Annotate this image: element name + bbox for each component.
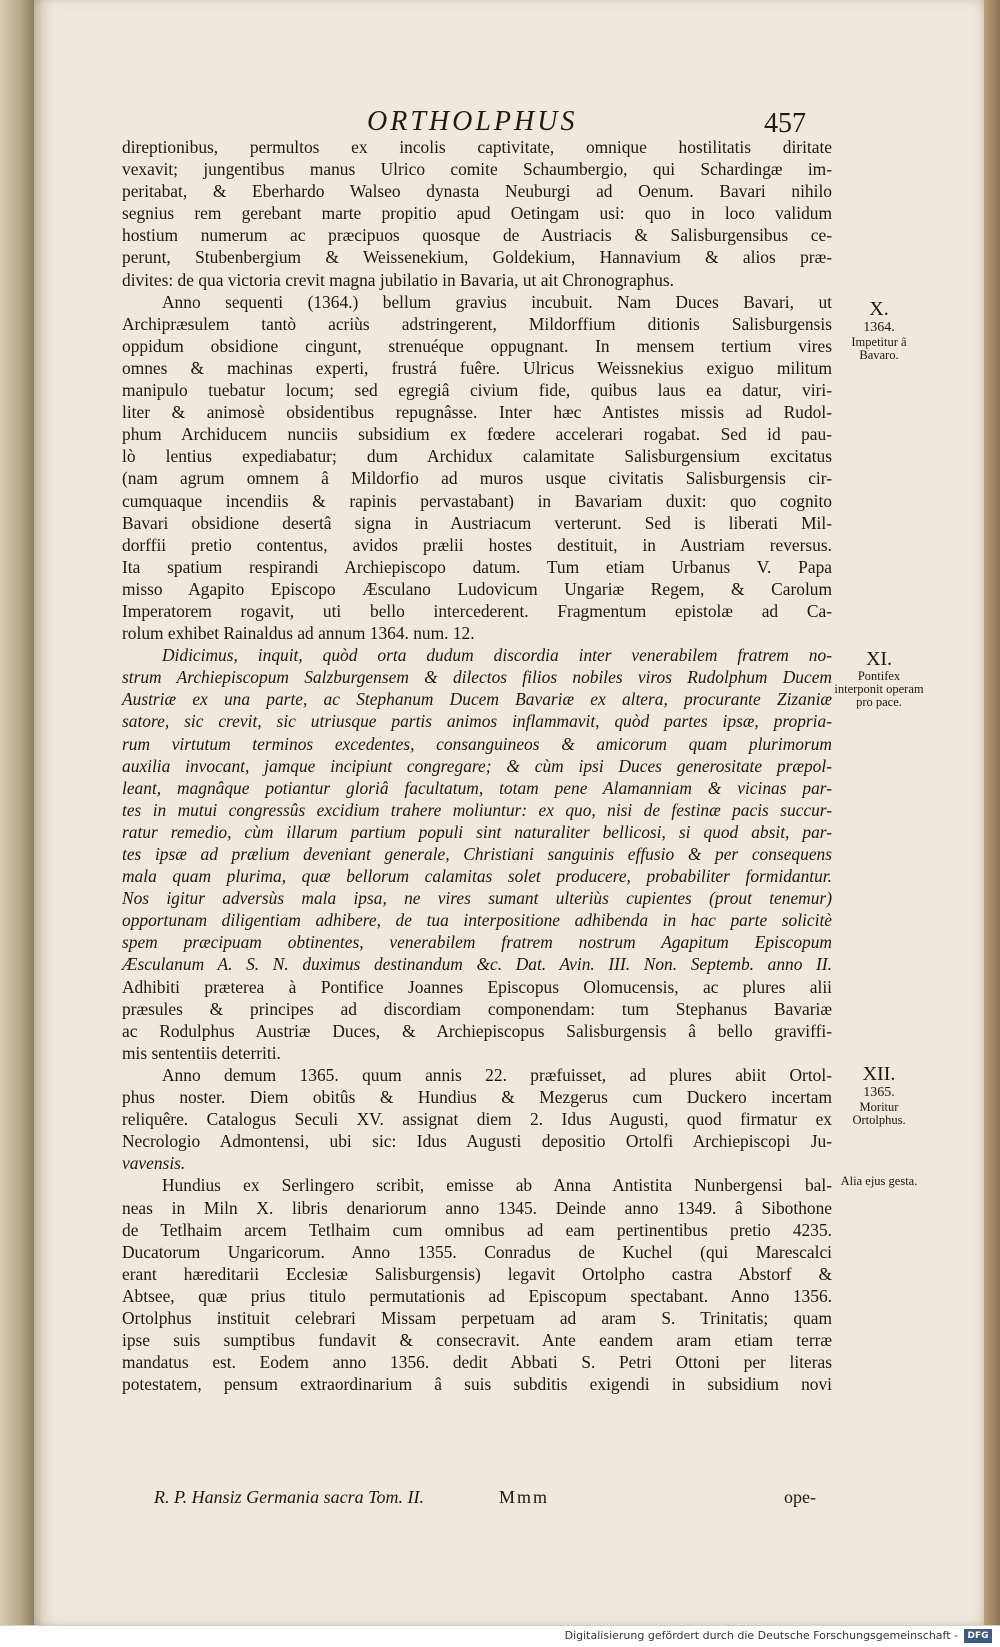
footer-source: R. P. Hansiz Germania sacra Tom. II. <box>154 1487 425 1507</box>
text-line: ipse suis sumptibus fundavit & consecravit. Ante eandem aram etiam terræ <box>122 1330 832 1351</box>
catchword: ope- <box>784 1487 816 1507</box>
text-line: Adhibiti præterea à Pontifice Joannes Episcopus Olomucensis, ac plures alii <box>122 976 832 997</box>
text-line: Didicimus, inquit, quòd orta dudum discordia inter venerabilem fratrem no- <box>162 645 832 666</box>
text-line: Anno demum 1365. quum annis 22. præfuisset, ad plures abiit Ortol- <box>162 1064 832 1085</box>
digitization-notice: Digitalisierung gefördert durch die Deutsche Forschungsgemeinschaft - <box>564 1629 958 1642</box>
text-line: potestatem, pensum extraordinarium â suis subditis exigendi in subsidium novi <box>122 1374 832 1395</box>
dfg-logo: DFG <box>964 1629 992 1643</box>
text-line: omnes & machinas experti, frustrá fuêre. Ulricus Weissnekius exiguo militum <box>122 357 832 378</box>
text-line: Anno sequenti (1364.) bellum gravius incubuit. Nam Duces Bavari, ut <box>162 291 832 312</box>
margin-note-text: Pontifex interponit operam pro pace. <box>834 669 924 709</box>
text-line: auxilia invocant, jamque incipiunt congregare; & cùm ipsi Duces generositate præpol- <box>122 755 832 776</box>
text-line: præsules & principes ad discordiam componendam: tum Stephanus Bavariæ <box>122 998 832 1019</box>
text-line: hostium numerum ac præcipuos quosque de Austriacis & Salisburgensibus ce- <box>122 225 832 246</box>
margin-note-text: Alia ejus gesta. <box>840 1174 918 1188</box>
text-line: segnius rem gerebant marte propitio apud Oetingam usi: quo in loco validum <box>122 203 832 224</box>
page-edge <box>984 0 1000 1625</box>
text-line: Nos igitur adversùs mala ipsa, ne vires sumant ulteriùs cupientes (prout tenemur) <box>122 888 832 909</box>
margin-note-year: 1364. <box>863 320 895 335</box>
body-text <box>122 136 832 1395</box>
text-line: Ita spatium respirandi Archiepiscopo datum. Tum etiam Urbanus V. Papa <box>122 556 832 577</box>
page-number: 457 <box>764 108 806 139</box>
text-line: strum Archiepiscopum Salzburgensem & dilectos filios nobiles viros Rudolphum Ducem <box>122 667 832 688</box>
book-gutter <box>0 0 34 1646</box>
text-line: Æsculanum A. S. N. duximus destinandum &c. Dat. Avin. III. Non. Septemb. anno II. <box>122 954 832 975</box>
text-line: neas in Miln X. libris denariorum anno 1345. Deinde anno 1349. â Sibothone <box>122 1197 832 1218</box>
margin-note-number: XI. <box>865 648 893 670</box>
text-line: mala quam plurima, quæ bellorum calamitas solet producere, probabiliter formidantur. <box>122 866 832 887</box>
text-line: rolum exhibet Rainaldus ad annum 1364. num. 12. <box>122 623 475 644</box>
signature-mark: Mmm <box>499 1487 550 1507</box>
text-line: peritabat, & Eberhardo Walseo dynasta Neuburgi ad Oenum. Bavari nihilo <box>122 181 832 202</box>
text-line: phum Archiducem nunciis subsidium ex fœdere accelerari rogabat. Sed id pau- <box>122 424 832 445</box>
text-line: Necrologio Admontensi, ubi sic: Idus Augusti depositio Ortolfi Archiepiscopi Ju- <box>122 1131 832 1152</box>
text-line: rum virtutum terminos excedentes, consanguineos & amicorum quam plurimorum <box>122 733 832 754</box>
text-line: Ducatorum Ungaricorum. Anno 1355. Conradus de Kuchel (qui Marescalci <box>122 1241 832 1262</box>
margin-note-x <box>834 298 924 362</box>
text-line: Imperatorem rogavit, uti bello intercederent. Fragmentum epistolæ ad Ca- <box>122 600 832 621</box>
margin-notes <box>834 0 924 1600</box>
margin-note-text: Moritur Ortolphus. <box>852 1100 906 1127</box>
text-line: mis sententiis deterriti. <box>122 1042 281 1063</box>
text-line: opportunam diligentiam adhibere, de tua interpositione adhibenda in hac parte solicitè <box>122 910 832 931</box>
text-line: misso Agapito Episcopo Æsculano Ludovicum Ungariæ Regem, & Carolum <box>122 578 832 599</box>
text-line: Austriæ ex una parte, ac Stephanum Ducem Bavariæ ex altera, procurante Zizaniæ <box>122 689 832 710</box>
text-line: Bavari obsidione desertâ signa in Austriacum verterunt. Sed is liberati Mil- <box>122 512 832 533</box>
text-line: spem præcipuam obtinentes, venerabilem fratrem nostrum Agapitum Episcopum <box>122 932 832 953</box>
text-line: leant, magnâque potiantur gloriâ facultatum, totam pene Alamanniam & vicinas par- <box>122 777 832 798</box>
text-line: ratur remedio, cùm illarum partium populi sint naturaliter bellicosi, si quod absit, par- <box>122 821 832 842</box>
text-line: (nam agrum omnem â Mildorfio ad muros usque civitatis Salisburgensis cir- <box>122 468 832 489</box>
text-line: Ortolphus instituit celebrari Missam perpetuam ad aram S. Trinitatis; quam <box>122 1307 832 1328</box>
text-line: tes in mutui congressûs excidium trahere moliuntur: ex quo, nisi de festinæ pacis succur- <box>122 799 832 820</box>
page-footer <box>154 1487 834 1517</box>
running-title: ORTHOLPHUS <box>367 106 578 137</box>
digitization-bar <box>0 1625 1000 1647</box>
text-line: manipulo tuebatur locum; sed egregiâ civium fide, quibus laus ea datur, viri- <box>122 380 832 401</box>
text-line: phus noster. Diem obitûs & Hundius & Mezgerus cum Duckero incertam <box>122 1087 832 1108</box>
margin-note-gesta <box>834 1175 924 1188</box>
margin-note-year: 1365. <box>863 1085 895 1100</box>
text-line: vexavit; jungentibus manus Ulrico comite Schaumbergio, qui Schardingæ im- <box>122 159 832 180</box>
text-line: mandatus est. Eodem anno 1356. dedit Abbati S. Petri Ottoni per literas <box>122 1352 832 1373</box>
text-line: dorffii pretio contentus, avidos prælii hostes destituit, in Austriam reversus. <box>122 534 832 555</box>
margin-note-xi <box>834 648 924 709</box>
text-line: ac Rodulphus Austriæ Duces, & Archiepiscopus Salisburgensis â bello graviffi- <box>122 1020 832 1041</box>
margin-note-number: X. <box>869 298 889 320</box>
text-line: direptionibus, permultos ex incolis captivitate, omnique hostilitatis diritate <box>122 137 832 157</box>
text-line: Archipræsulem tantò acriùs adstringerent, Mildorffium ditionis Salisburgensis <box>122 313 832 334</box>
margin-note-xii <box>834 1063 924 1127</box>
text-line: perunt, Stubenbergium & Weissenekium, Goldekium, Hannavium & alios præ- <box>122 247 832 268</box>
text-line: Abtsee, quæ prius titulo permutationis ad Episcopum spectabant. Anno 1356. <box>122 1285 832 1306</box>
margin-note-text: Impetitur â Bavaro. <box>851 335 907 362</box>
text-line: reliquêre. Catalogus Seculi XV. assignat diem 2. Idus Augusti, quod firmatur ex <box>122 1109 832 1130</box>
text-line: lò lentius expediabatur; dum Archidux calamitate Salisburgensium excitatus <box>122 446 832 467</box>
text-line: erant hæreditarii Ecclesiæ Salisburgensis) legavit Ortolpho castra Abstorf & <box>122 1263 832 1284</box>
text-line: divites: de qua victoria crevit magna jubilatio in Bavaria, ut ait Chronographus. <box>122 269 675 290</box>
text-line: cumquaque incendiis & rapinis pervastabant) in Bavariam duxit: quo cognito <box>122 490 832 511</box>
text-line: liter & animosè obsidentibus repugnâsse. Inter hæc Antistes missis ad Rudol- <box>122 402 832 423</box>
text-line: vavensis. <box>122 1153 186 1174</box>
text-line: de Tetlhaim arcem Tetlhaim cum omnibus ad eam pertinentibus pretio 4235. <box>122 1219 832 1240</box>
text-line: Hundius ex Serlingero scribit, emisse ab Anna Antistita Nunbergensi bal- <box>162 1175 832 1196</box>
text-line: oppidum obsidione cingunt, strenuéque oppugnant. In mensem tertium vires <box>122 335 832 356</box>
text-line: satore, sic crevit, sic utriusque partis animos inflammavit, quòd partes ipsæ, propria- <box>122 711 832 732</box>
book-page <box>34 0 984 1625</box>
margin-note-number: XII. <box>862 1063 896 1085</box>
text-line: tes ipsæ ad prælium deveniant generale, Christiani sanguinis effusio & per consequens <box>122 844 832 864</box>
